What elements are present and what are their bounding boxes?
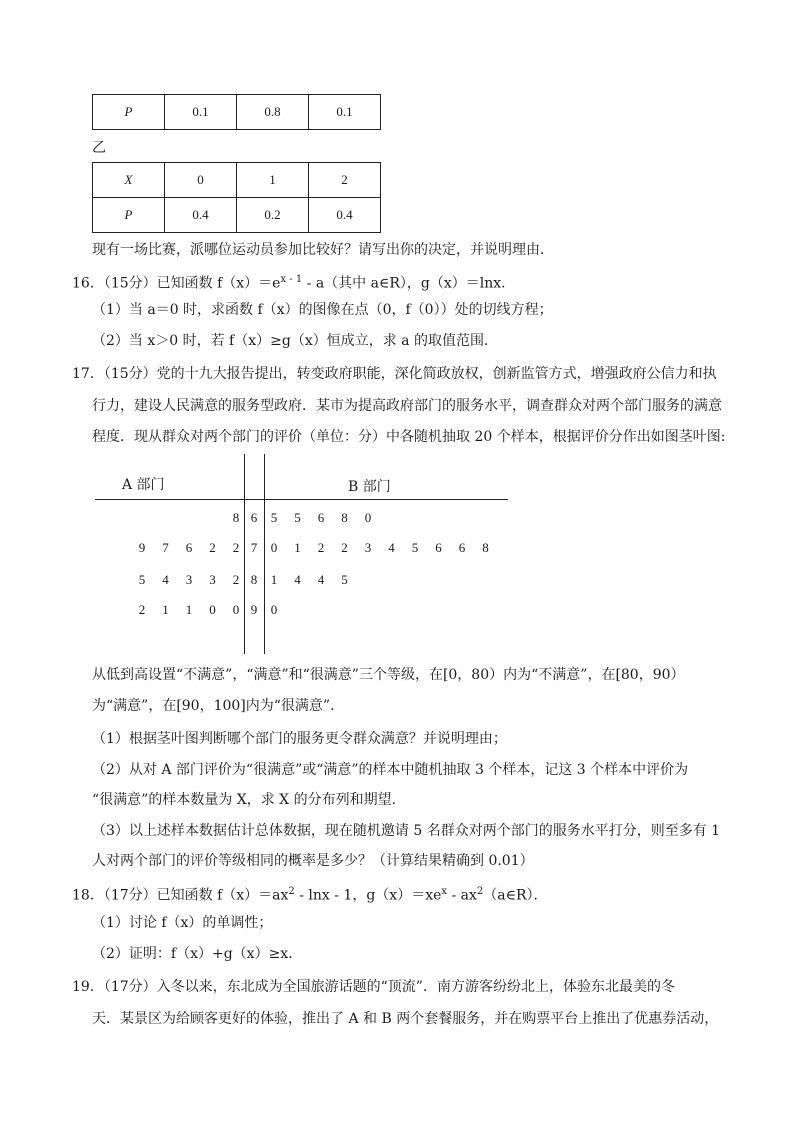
- table-jia-row-label: P: [93, 95, 165, 130]
- q16-part1: （1）当 a＝0 时，求函数 f（x）的图像在点（0，f（0））处的切线方程；: [92, 302, 553, 318]
- stem-value: 8: [250, 572, 258, 587]
- leaf-b: 6: [458, 540, 466, 555]
- table-jia-cell: 0.8: [237, 95, 309, 130]
- leaf-a: 1: [185, 602, 193, 617]
- leaf-a: 4: [162, 572, 169, 587]
- table-yi-row-label: X: [93, 163, 165, 198]
- leaf-b: 4: [294, 572, 301, 587]
- leaf-b: 0: [270, 602, 278, 617]
- leaf-a: 3: [185, 572, 193, 587]
- leaf-a: 0: [232, 602, 240, 617]
- q17-line2: 行力，建设人民满意的服务型政府．某市为提高政府部门的服务水平，调查群众对两个部门服务的满意: [92, 398, 722, 414]
- distribution-table-yi: [92, 162, 381, 233]
- stem-value: 9: [250, 602, 258, 617]
- stem-leaf-header-divider: [95, 499, 508, 500]
- q16-stem: 16．（15分）已知函数 $f(x)=e^{x - 1} - a$（其中 a∈R），g（x）＝lnx．: [72, 274, 516, 292]
- q17-part3-line2: 人对两个部门的评价等级相同的概率是多少？（计算结果精确到 0.01）: [92, 853, 534, 869]
- q18-part2: （2）证明：f（x）+g（x）≥x．: [92, 946, 303, 962]
- leaf-b: 5: [294, 510, 301, 525]
- leaf-b: 8: [482, 540, 489, 555]
- leaf-a: 6: [185, 540, 193, 555]
- leaf-b: 2: [341, 540, 348, 555]
- leaf-b: 0: [364, 510, 372, 525]
- table-yi-cell: 0.4: [309, 198, 381, 233]
- q17-line5: 为“满意”，在[90，100]内为“很满意”．: [92, 698, 345, 714]
- leaf-a: 2: [209, 540, 216, 555]
- q17-line4: 从低到高设置“不满意”，“满意”和“很满意”三个等级，在[0，80）内为“不满意”，在[80，90）: [92, 667, 685, 683]
- stem-value: 6: [250, 510, 258, 525]
- table-yi-row: [93, 198, 381, 233]
- q18-stem: 18．（17分）已知函数 $f(x)=ax^2 - \ln x - 1$，$g(x)=xe^x$ - $ax^2(a\in R)$．: [72, 886, 548, 904]
- table-jia-cell: 0.1: [165, 95, 237, 130]
- leaf-a: 2: [232, 540, 240, 555]
- q17-part3-line1: （3）以上述样本数据估计总体数据，现在随机邀请 5 名群众对两个部门的服务水平打分，则至多有 1: [92, 823, 721, 839]
- stem-leaf-right-rule: [264, 454, 265, 654]
- leaf-b: 1: [294, 540, 301, 555]
- leaf-b: 5: [341, 572, 348, 587]
- table-yi-cell: 1: [237, 163, 309, 198]
- leaf-a: 2: [138, 602, 146, 617]
- table-jia-row: [93, 95, 381, 130]
- leaf-a: 9: [138, 540, 146, 555]
- q17-part2-line2: “很满意”的样本数量为 X，求 X 的分布列和期望．: [92, 792, 406, 808]
- leaf-a: 3: [209, 572, 216, 587]
- q19-line2: 天．某景区为给顾客更好的体验，推出了 A 和 B 两个套餐服务，并在购票平台上推出了优惠券活动，: [92, 1011, 719, 1027]
- leaf-a: 8: [232, 510, 240, 525]
- leaf-b: 5: [270, 510, 278, 525]
- stem-leaf-left-rule: [244, 454, 245, 654]
- table-yi-cell: 2: [309, 163, 381, 198]
- leaf-b: 0: [270, 540, 278, 555]
- distribution-table-jia: [92, 94, 381, 130]
- leaf-b: 4: [317, 572, 325, 587]
- stem-leaf-header-left: A 部门: [122, 477, 165, 493]
- q18-part1: （1）讨论 f（x）的单调性；: [92, 915, 273, 931]
- q17-part2-line1: （2）从对 A 部门评价为“很满意”或“满意”的样本中随机抽取 3 个样本，记这 3 个样本中评价为: [92, 762, 689, 778]
- q19-line1: 19．（17分）入冬以来，东北成为全国旅游话题的“顶流”．南方游客纷纷北上，体验东北最美的冬: [72, 979, 675, 995]
- leaf-a: 1: [162, 602, 169, 617]
- table-yi-cell: 0.4: [165, 198, 237, 233]
- leaf-b: 2: [317, 540, 325, 555]
- table-jia-cell: 0.1: [309, 95, 381, 130]
- leaf-b: 4: [388, 540, 395, 555]
- table-yi-row-label: P: [93, 198, 165, 233]
- leaf-a: 2: [232, 572, 240, 587]
- q17-line1: 17．（15分）党的十九大报告提出，转变政府职能，深化简政放权，创新监管方式，增强政府公信力和执: [72, 366, 717, 382]
- leaf-a: 0: [209, 602, 216, 617]
- leaf-a: 5: [138, 572, 146, 587]
- stem-leaf-header-right: B 部门: [348, 479, 391, 495]
- leaf-b: 5: [411, 540, 419, 555]
- leaf-b: 6: [317, 510, 325, 525]
- leaf-b: 3: [364, 540, 372, 555]
- leaf-b: 1: [270, 572, 278, 587]
- leaf-b: 8: [341, 510, 348, 525]
- label-yi: 乙: [92, 140, 106, 156]
- q15-tail: 现有一场比赛，派哪位运动员参加比较好？请写出你的决定，并说明理由．: [92, 242, 554, 258]
- q16-part2: （2）当 x＞0 时，若 f（x）≥g（x）恒成立，求 a 的取值范围．: [92, 333, 498, 349]
- stem-value: 7: [250, 540, 258, 555]
- table-yi-row: [93, 163, 381, 198]
- q17-line3: 程度．现从群众对两个部门的评价（单位：分）中各随机抽取 20 个样本，根据评价分作出如图茎叶图:: [92, 429, 726, 445]
- leaf-b: 6: [435, 540, 442, 555]
- q17-part1: （1）根据茎叶图判断哪个部门的服务更令群众满意？并说明理由；: [92, 731, 507, 747]
- table-yi-cell: 0: [165, 163, 237, 198]
- table-yi-cell: 0.2: [237, 198, 309, 233]
- leaf-a: 7: [162, 540, 169, 555]
